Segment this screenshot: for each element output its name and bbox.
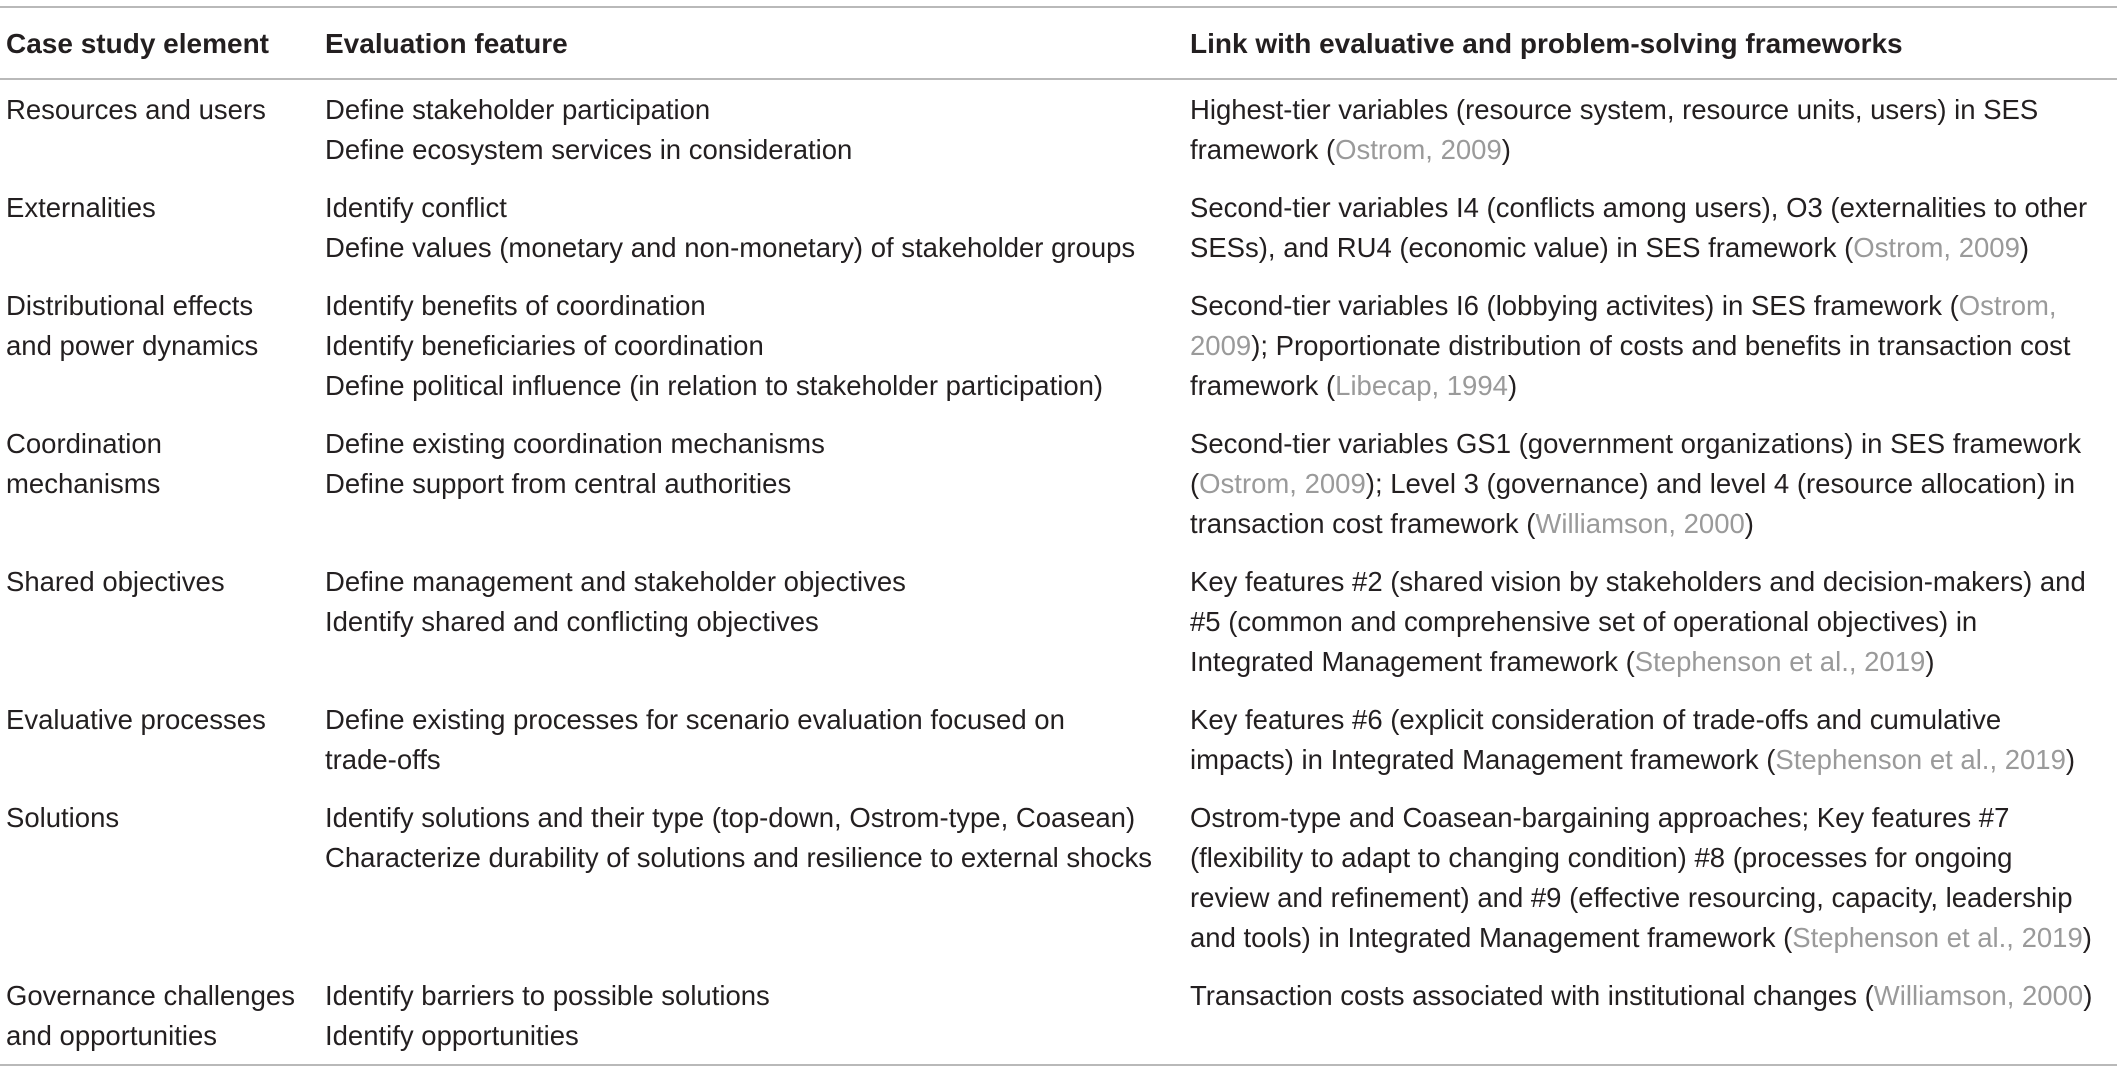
framework-link-text: ); Level 3 (governance) and level 4 (resource allocation) in: [1365, 468, 2076, 499]
header-case-study-element: Case study element: [6, 28, 269, 59]
evaluation-feature-text: Define stakeholder participation: [325, 94, 711, 125]
framework-link-line: [1190, 602, 2117, 642]
framework-link-cell: [1189, 798, 2117, 958]
evaluation-feature-cell: [323, 424, 1189, 544]
framework-link-line: [1190, 464, 2117, 504]
framework-link-text: (flexibility to adapt to changing condition) #8 (processes for ongoing: [1190, 842, 2013, 873]
framework-link-text: review and refinement) and #9 (effective resourcing, capacity, leadership: [1190, 882, 2073, 913]
case-study-element-text: Solutions: [6, 802, 120, 833]
framework-link-line: [1190, 504, 2117, 544]
case-study-element-cell: [0, 286, 323, 406]
framework-link-text: Transaction costs associated with institutional changes (: [1190, 980, 1874, 1011]
evaluation-feature-cell: [323, 90, 1189, 170]
framework-link-text: ): [1925, 646, 1935, 677]
case-study-element-text: Externalities: [6, 192, 156, 223]
table-row: [0, 966, 2117, 1064]
framework-link-line: [1190, 326, 2117, 366]
framework-link-line: [1190, 562, 2117, 602]
framework-link-text: ): [1507, 370, 1518, 401]
case-study-element-cell: [0, 562, 323, 682]
case-study-element-cell: [0, 424, 323, 544]
framework-link-line: [1190, 366, 2117, 406]
evaluation-feature-text: Define existing coordination mechanisms: [325, 428, 825, 459]
framework-link-text: #5 (common and comprehensive set of operational objectives) in: [1190, 606, 1978, 637]
header-framework-link: Link with evaluative and problem-solving frameworks: [1190, 28, 1903, 59]
framework-link-cell: [1189, 976, 2117, 1056]
case-study-element-text: Distributional effects: [6, 290, 254, 321]
framework-link-text: ): [2082, 922, 2092, 953]
framework-link-line: [1190, 740, 2117, 780]
case-study-element-text: Shared objectives: [6, 566, 225, 597]
framework-link-text: Highest-tier variables (resource system, resource units, users) in SES: [1190, 94, 2039, 125]
framework-link-text: Ostrom-type and Coasean-bargaining approaches; Key features #7: [1190, 802, 2010, 833]
case-study-element-text: Resources and users: [6, 94, 266, 125]
citation-link[interactable]: 2009: [1190, 330, 1252, 361]
case-study-element-text: Evaluative processes: [6, 704, 266, 735]
framework-link-text: ); Proportionate distribution of costs and benefits in transaction cost: [1251, 330, 2071, 361]
framework-link-text: Key features #2 (shared vision by stakeholders and decision-makers) and: [1190, 566, 2086, 597]
evaluation-feature-text: Define existing processes for scenario evaluation focused on: [325, 704, 1065, 735]
framework-link-line: [1190, 838, 2117, 878]
framework-link-cell: [1189, 188, 2117, 268]
table-row: [0, 552, 2117, 690]
evaluation-feature-cell: [323, 188, 1189, 268]
framework-link-text: impacts) in Integrated Management framework (: [1190, 744, 1776, 775]
citation-link[interactable]: Ostrom, 2009: [1853, 232, 2020, 263]
framework-link-line: [1190, 130, 2117, 170]
case-study-element-text: and opportunities: [6, 1020, 217, 1051]
evaluation-feature-text: Define support from central authorities: [325, 468, 792, 499]
framework-link-text: framework (: [1190, 370, 1336, 401]
case-study-element-cell: [0, 188, 323, 268]
evaluation-feature-cell: [323, 286, 1189, 406]
framework-link-cell: [1189, 424, 2117, 544]
framework-link-text: Second-tier variables GS1 (government organizations) in SES framework: [1190, 428, 2082, 459]
evaluation-feature-text: Identify solutions and their type (top-down, Ostrom-type, Coasean): [325, 802, 1136, 833]
table-row: [0, 788, 2117, 966]
evaluation-feature-cell: [323, 562, 1189, 682]
table-row: [0, 690, 2117, 788]
evaluation-feature-text: Define values (monetary and non-monetary) of stakeholder groups: [325, 232, 1136, 263]
evaluation-feature-text: Identify beneficiaries of coordination: [325, 330, 764, 361]
evaluation-feature-text: Define management and stakeholder objectives: [325, 566, 906, 597]
evaluation-feature-text: Identify conflict: [325, 192, 507, 223]
evaluation-feature-text: Characterize durability of solutions and resilience to external shocks: [325, 842, 1152, 873]
framework-link-text: ): [2083, 980, 2093, 1011]
framework-link-line: [1190, 798, 2117, 838]
framework-link-line: [1190, 286, 2117, 326]
evaluation-feature-text: Identify opportunities: [325, 1020, 579, 1051]
evaluation-feature-cell: [323, 700, 1189, 780]
framework-link-text: ): [2019, 232, 2030, 263]
framework-link-cell: [1189, 562, 2117, 682]
case-study-element-cell: [0, 700, 323, 780]
framework-table: [0, 6, 2117, 1066]
framework-link-cell: [1189, 286, 2117, 406]
framework-link-text: Second-tier variables I6 (lobbying activites) in SES framework (: [1190, 290, 1959, 321]
case-study-element-cell: [0, 90, 323, 170]
evaluation-feature-text: Identify barriers to possible solutions: [325, 980, 770, 1011]
case-study-element-cell: [0, 798, 323, 958]
evaluation-feature-text: Define ecosystem services in consideration: [325, 134, 853, 165]
table-row: [0, 414, 2117, 552]
evaluation-feature-text: Identify shared and conflicting objectives: [325, 606, 819, 637]
framework-link-text: Second-tier variables I4 (conflicts among users), O3 (externalities to other: [1190, 192, 2088, 223]
framework-link-text: ): [1501, 134, 1511, 165]
case-study-element-cell: [0, 976, 323, 1056]
framework-link-text: and tools) in Integrated Management framework (: [1190, 922, 1793, 953]
table-row: [0, 276, 2117, 414]
framework-link-line: [1190, 228, 2117, 268]
citation-link[interactable]: Stephenson et al., 2019: [1775, 744, 2066, 775]
case-study-element-text: mechanisms: [6, 468, 161, 499]
case-study-element-text: Governance challenges: [6, 980, 295, 1011]
framework-link-line: [1190, 976, 2117, 1016]
evaluation-feature-text: Identify benefits of coordination: [325, 290, 706, 321]
framework-link-line: [1190, 424, 2117, 464]
framework-link-text: Key features #6 (explicit consideration of trade-offs and cumulative: [1190, 704, 2002, 735]
table-header-row: [0, 8, 2117, 78]
table-body: [0, 80, 2117, 1064]
framework-link-line: [1190, 188, 2117, 228]
citation-link[interactable]: Williamson, 2000: [1873, 980, 2084, 1011]
evaluation-feature-text: Define political influence (in relation to stakeholder participation): [325, 370, 1104, 401]
citation-link[interactable]: Libecap, 1994: [1335, 370, 1508, 401]
citation-link[interactable]: Stephenson et al., 2019: [1792, 922, 2083, 953]
header-evaluation-feature: Evaluation feature: [325, 28, 568, 59]
table-row: [0, 80, 2117, 178]
framework-link-text: framework (: [1190, 134, 1336, 165]
framework-link-text: transaction cost framework (: [1190, 508, 1536, 539]
framework-link-text: ): [2065, 744, 2076, 775]
framework-link-line: [1190, 700, 2117, 740]
framework-link-line: [1190, 918, 2117, 958]
framework-link-text: ): [1744, 508, 1754, 539]
citation-link[interactable]: Ostrom, 2009: [1335, 134, 1502, 165]
case-study-element-text: Coordination: [6, 428, 162, 459]
framework-link-text: SESs), and RU4 (economic value) in SES framework (: [1190, 232, 1854, 263]
evaluation-feature-text: trade-offs: [325, 744, 441, 775]
citation-link[interactable]: Ostrom,: [1958, 290, 2057, 321]
framework-link-cell: [1189, 90, 2117, 170]
framework-link-line: [1190, 90, 2117, 130]
citation-link[interactable]: Ostrom, 2009: [1199, 468, 1366, 499]
table-row: [0, 178, 2117, 276]
framework-link-line: [1190, 878, 2117, 918]
framework-link-text: Integrated Management framework (: [1190, 646, 1635, 677]
evaluation-feature-cell: [323, 798, 1189, 958]
evaluation-feature-cell: [323, 976, 1189, 1056]
framework-link-line: [1190, 642, 2117, 682]
case-study-element-text: and power dynamics: [6, 330, 259, 361]
framework-link-cell: [1189, 700, 2117, 780]
framework-link-text: (: [1190, 468, 1200, 499]
citation-link[interactable]: Williamson, 2000: [1535, 508, 1745, 539]
citation-link[interactable]: Stephenson et al., 2019: [1634, 646, 1926, 677]
